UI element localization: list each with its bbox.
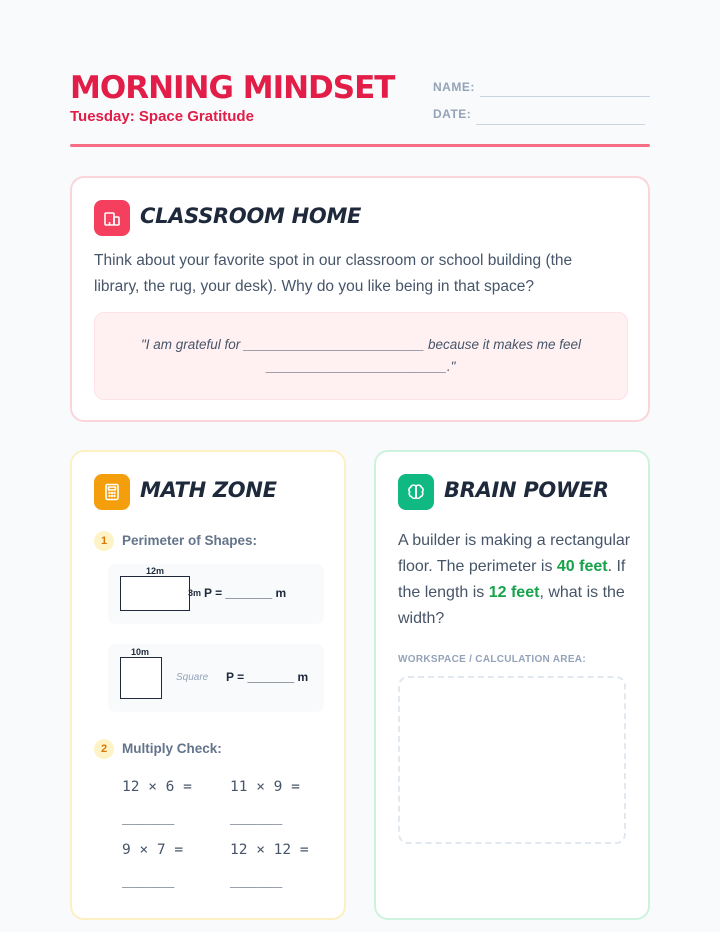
header-divider bbox=[70, 144, 650, 147]
calculator-icon bbox=[94, 474, 130, 510]
perimeter-highlight: 40 feet bbox=[556, 558, 608, 575]
word-problem bbox=[398, 528, 638, 632]
multiply-blank: ______ bbox=[230, 809, 283, 825]
step-2-label: Multiply Check: bbox=[122, 741, 222, 756]
step-2-badge: 2 bbox=[94, 739, 114, 759]
math-zone-card bbox=[70, 450, 346, 920]
math-zone-title: MATH ZONE bbox=[140, 478, 277, 502]
page-title: MORNING MINDSET bbox=[70, 70, 395, 106]
multiply-problem-3[interactable] bbox=[122, 835, 183, 895]
date-label: DATE: bbox=[433, 107, 472, 121]
classroom-home-title: CLASSROOM HOME bbox=[140, 204, 362, 228]
multiply-blank: ______ bbox=[230, 872, 283, 888]
gratitude-quote: "I am grateful for ________________________ because it makes me feel ________________________." bbox=[140, 337, 582, 374]
word-problem-text: A builder is making a rectangular floor. The perimeter is bbox=[398, 532, 631, 575]
page-subtitle: Tuesday: Space Gratitude bbox=[70, 108, 254, 125]
brain-power-title: BRAIN POWER bbox=[444, 478, 609, 502]
square-shape bbox=[120, 657, 162, 699]
rectangle-shape-box bbox=[108, 564, 324, 624]
square-side-label: 10m bbox=[131, 647, 150, 657]
workspace-area[interactable] bbox=[398, 676, 626, 844]
multiply-expression: 11 × 9 = bbox=[230, 779, 300, 795]
gratitude-quote-box[interactable] bbox=[94, 312, 628, 400]
multiply-problem-1[interactable] bbox=[122, 772, 192, 832]
square-name: Square bbox=[176, 672, 209, 683]
rectangle-height-label: 3m bbox=[188, 588, 202, 598]
multiply-problem-2[interactable] bbox=[230, 772, 300, 832]
rectangle-perimeter-answer[interactable]: P = _______ m bbox=[204, 586, 287, 600]
date-field[interactable] bbox=[476, 124, 645, 125]
brain-power-card bbox=[374, 450, 650, 920]
multiply-problem-4[interactable] bbox=[230, 835, 309, 895]
square-shape-box bbox=[108, 644, 324, 712]
multiply-expression: 9 × 7 = bbox=[122, 842, 184, 858]
multiply-expression: 12 × 12 = bbox=[230, 842, 309, 858]
word-problem-text: , what is the width? bbox=[398, 584, 625, 627]
step-1-badge: 1 bbox=[94, 531, 114, 551]
rectangle-width-label: 12m bbox=[146, 566, 165, 576]
workspace-label: WORKSPACE / CALCULATION AREA: bbox=[398, 654, 586, 665]
multiply-expression: 12 × 6 = bbox=[122, 779, 192, 795]
multiply-blank: ______ bbox=[122, 872, 175, 888]
step-1-label: Perimeter of Shapes: bbox=[122, 533, 258, 548]
name-field[interactable] bbox=[480, 96, 650, 97]
length-highlight: 12 feet bbox=[488, 584, 540, 601]
square-perimeter-answer[interactable]: P = _______ m bbox=[226, 670, 309, 684]
brain-icon bbox=[398, 474, 434, 510]
building-icon bbox=[94, 200, 130, 236]
multiply-blank: ______ bbox=[122, 809, 175, 825]
word-problem-text: . If the length is bbox=[398, 558, 626, 601]
rectangle-shape bbox=[120, 576, 190, 611]
classroom-home-card bbox=[70, 176, 650, 422]
classroom-prompt: Think about your favorite spot in our classroom or school building (the library, the rug, your desk). Why do you like being in that space? bbox=[94, 252, 573, 295]
name-label: NAME: bbox=[433, 80, 475, 94]
